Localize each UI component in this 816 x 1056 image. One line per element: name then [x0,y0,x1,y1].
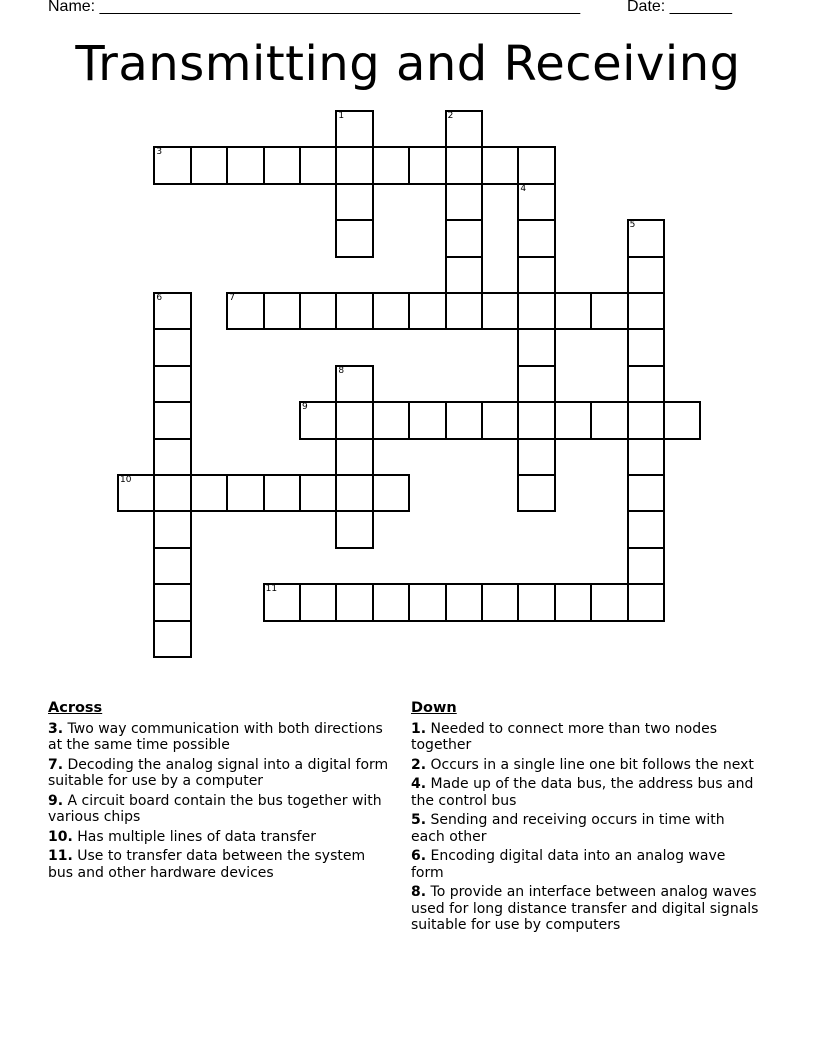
crossword-cell[interactable] [117,474,155,512]
crossword-cell[interactable] [335,474,373,512]
crossword-cell[interactable] [335,510,373,548]
clue-number: 2. [411,756,427,773]
crossword-cell[interactable] [627,583,665,621]
crossword-cell[interactable] [153,620,191,658]
crossword-cell[interactable] [481,146,519,184]
across-clue-list [48,721,393,882]
crossword-cell[interactable] [335,292,373,330]
crossword-cell[interactable] [590,583,628,621]
crossword-cell[interactable] [517,146,555,184]
cell-number: 4 [520,183,527,194]
down-clue-list [411,721,761,934]
clue-text: Made up of the data bus, the address bus and the control bus [411,776,754,809]
down-clue [411,848,761,881]
puzzle-title: Transmitting and Receiving [75,36,741,92]
clue-number: 4. [411,776,427,792]
crossword-cell[interactable] [445,583,483,621]
crossword-cell[interactable] [299,401,337,439]
crossword-cell[interactable] [627,547,665,585]
across-clue [48,757,393,790]
crossword-cell[interactable] [408,583,446,621]
down-clue [411,884,761,934]
cell-number: 3 [156,147,163,158]
crossword-cell[interactable] [263,146,301,184]
crossword-cell[interactable] [627,328,665,366]
down-clue [411,776,761,809]
crossword-cell[interactable] [517,183,555,221]
down-clue [411,721,761,754]
clue-text: Decoding the analog signal into a digital form suitable for use by a computer [48,756,389,789]
crossword-cell[interactable] [153,474,191,512]
name-field-label: Name: ______________________________________________________ [48,0,581,15]
date-field-label: Date: _______ [627,0,732,15]
crossword-cell[interactable] [627,474,665,512]
crossword-cell[interactable] [226,474,264,512]
crossword-cell[interactable] [590,292,628,330]
crossword-cell[interactable] [445,110,483,148]
clue-text: Occurs in a single line one bit follows the next [430,756,754,773]
clue-number: 9. [48,792,64,809]
crossword-cell[interactable] [153,547,191,585]
crossword-cell[interactable] [372,292,410,330]
clue-number: 10. [48,828,73,845]
across-clue [48,721,393,754]
crossword-cell[interactable] [627,365,665,403]
crossword-cell[interactable] [153,401,191,439]
down-clue [411,812,761,845]
crossword-cell[interactable] [445,146,483,184]
crossword-cell[interactable] [153,292,191,330]
crossword-cell[interactable] [517,583,555,621]
clue-text: Has multiple lines of data transfer [77,828,316,845]
crossword-cell[interactable] [190,474,228,512]
crossword-cell[interactable] [517,292,555,330]
clue-text: Two way communication with both directions at the same time possible [48,720,383,753]
crossword-cell[interactable] [408,146,446,184]
crossword-cell[interactable] [263,583,301,621]
cell-number: 6 [156,293,163,303]
crossword-cell[interactable] [517,256,555,294]
crossword-cell[interactable] [335,583,373,621]
crossword-cell[interactable] [517,365,555,403]
crossword-cell[interactable] [627,292,665,330]
clue-number: 1. [411,720,427,737]
clue-text: Needed to connect more than two nodes together [411,720,717,753]
crossword-cell[interactable] [445,256,483,294]
crossword-cell[interactable] [627,256,665,294]
crossword-cell[interactable] [445,292,483,330]
crossword-cell[interactable] [190,146,228,184]
crossword-cell[interactable] [335,146,373,184]
crossword-cell[interactable] [153,146,191,184]
down-heading: Down [411,700,457,716]
crossword-cell[interactable] [226,146,264,184]
clue-number: 3. [48,720,64,737]
crossword-cell[interactable] [627,510,665,548]
crossword-cell[interactable] [481,583,519,621]
clue-number: 8. [411,884,427,900]
cell-number: 1 [338,111,345,121]
crossword-cell[interactable] [517,328,555,366]
crossword-cell[interactable] [372,583,410,621]
crossword-cell[interactable] [517,438,555,476]
crossword-cell[interactable] [627,438,665,476]
crossword-cell[interactable] [153,365,191,403]
across-clue [48,829,393,846]
crossword-cell[interactable] [517,219,555,257]
crossword-cell[interactable] [335,183,373,221]
crossword-cell[interactable] [554,292,592,330]
cell-number: 10 [120,475,132,485]
crossword-cell[interactable] [335,110,373,148]
across-clues [48,700,393,884]
crossword-cell[interactable] [408,292,446,330]
crossword-cell[interactable] [445,401,483,439]
down-clue [411,757,761,774]
clue-text: Encoding digital data into an analog wave form [411,848,726,881]
crossword-cell[interactable] [627,219,665,257]
across-clue [48,793,393,826]
crossword-cell[interactable] [263,474,301,512]
crossword-cell[interactable] [335,365,373,403]
clue-number: 6. [411,848,427,864]
crossword-cell[interactable] [627,401,665,439]
crossword-cell[interactable] [517,401,555,439]
crossword-cell[interactable] [372,474,410,512]
crossword-cell[interactable] [517,474,555,512]
crossword-cell[interactable] [153,438,191,476]
cell-number: 7 [229,293,235,303]
crossword-cell[interactable] [299,474,337,512]
down-clues [411,700,761,937]
clue-text: Sending and receiving occurs in time with each other [411,812,725,845]
crossword-cell[interactable] [663,401,701,439]
crossword-cell[interactable] [335,401,373,439]
crossword-cell[interactable] [408,401,446,439]
across-heading: Across [48,700,103,716]
crossword-cell[interactable] [372,401,410,439]
cell-number: 8 [338,365,345,376]
crossword-cell[interactable] [554,401,592,439]
clue-text: To provide an interface between analog waves used for long distance transfer and digital signals suitable for use by computers [411,884,759,933]
crossword-cell[interactable] [299,146,337,184]
across-clue [48,848,393,881]
crossword-cell[interactable] [153,510,191,548]
cell-number: 9 [302,402,308,413]
crossword-cell[interactable] [299,583,337,621]
cell-number: 2 [447,111,454,121]
crossword-cell[interactable] [153,328,191,366]
crossword-cell[interactable] [335,219,373,257]
crossword-cell[interactable] [335,438,373,476]
crossword-cell[interactable] [226,292,264,330]
clue-number: 7. [48,756,64,773]
cell-number: 5 [629,220,636,231]
crossword-cell[interactable] [554,583,592,621]
crossword-cell[interactable] [153,583,191,621]
crossword-cell[interactable] [445,219,483,257]
crossword-cell[interactable] [299,292,337,330]
crossword-cell[interactable] [372,146,410,184]
cell-number: 11 [265,584,278,595]
crossword-cell[interactable] [481,401,519,439]
clue-text: A circuit board contain the bus together with various chips [48,792,382,825]
clue-text: Use to transfer data between the system bus and other hardware devices [48,848,366,881]
crossword-cell[interactable] [481,292,519,330]
clue-number: 5. [411,812,427,828]
crossword-cell[interactable] [590,401,628,439]
crossword-cell[interactable] [445,183,483,221]
crossword-cell[interactable] [263,292,301,330]
clue-number: 11. [48,848,73,864]
